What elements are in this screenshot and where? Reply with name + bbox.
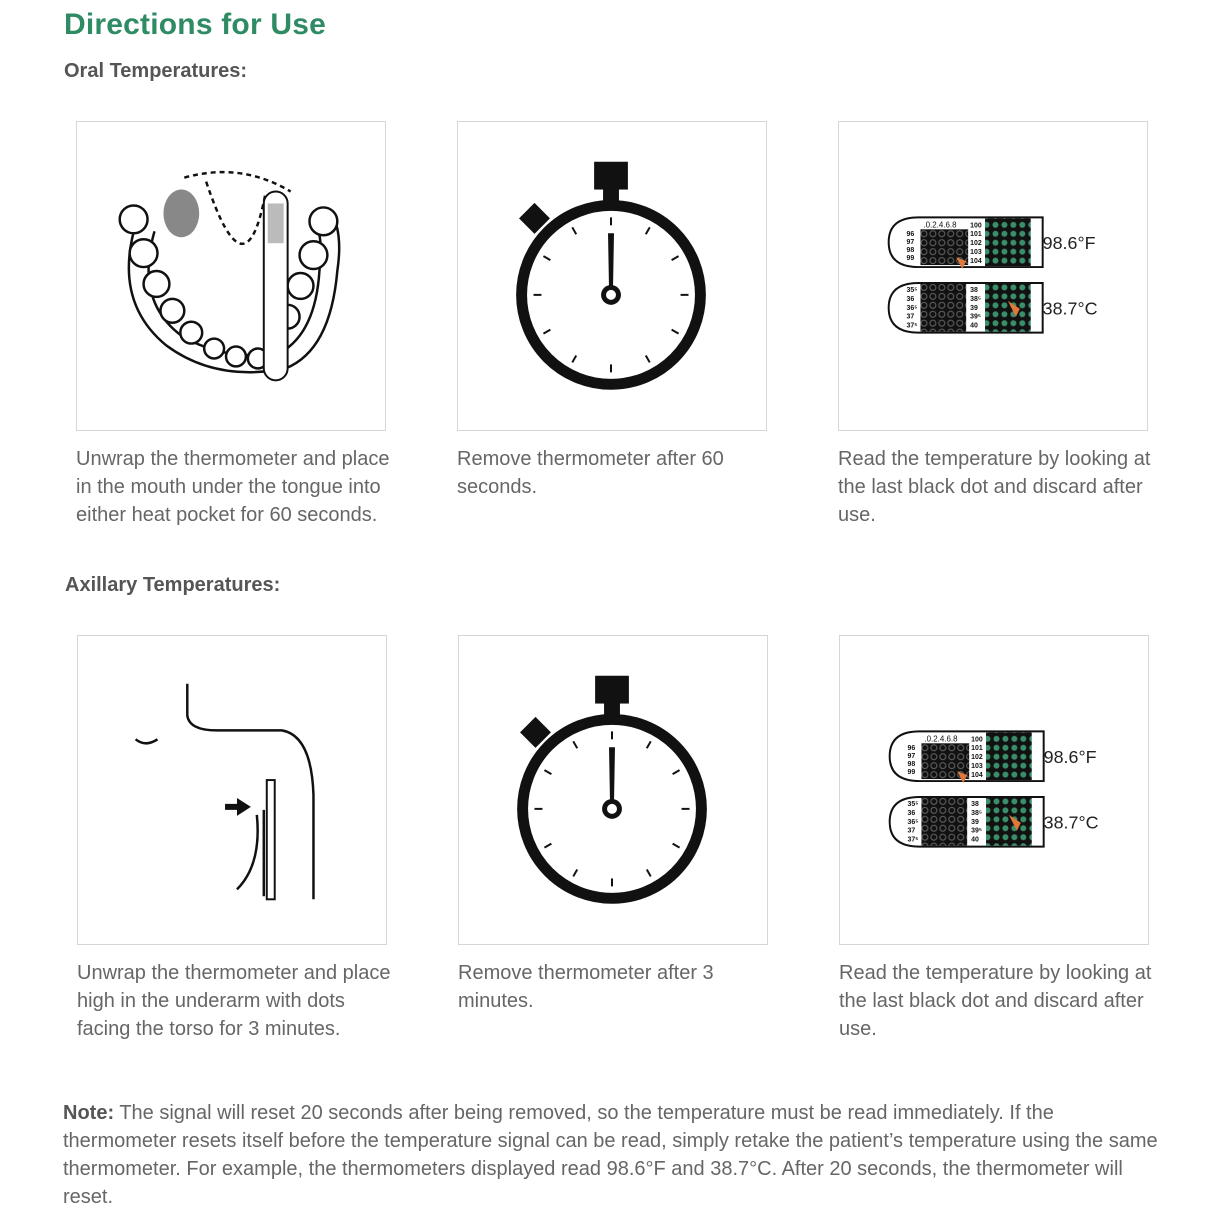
axillary-step-1-text: Unwrap the thermometer and place high in the underarm with dots facing the torso for 3 minutes.	[77, 962, 391, 1040]
c-left-label: 37	[907, 827, 916, 835]
c-left-label: 36⁵	[907, 818, 919, 826]
c-right-label: 38	[970, 286, 978, 294]
note-text: The signal will reset 20 seconds after being removed, so the temperature must be read immediately. If the thermometer resets itself before the temperature signal can be read, simply retake the patient’s temperature using the same thermometer. For example, the thermometers displayed read 98.6°F and 38.7°C. After 20 seconds, the thermometer will reset.	[63, 1102, 1158, 1208]
f-left-label: 98	[907, 761, 916, 769]
f-right-label: 102	[970, 240, 982, 248]
thermometer-strip-icon	[840, 636, 1148, 944]
f-left-label: 96	[907, 745, 916, 753]
f-left-label: 99	[907, 769, 916, 777]
f-left-label: 97	[906, 239, 915, 247]
stopwatch-icon	[459, 636, 767, 944]
oral-heading: Oral Temperatures:	[64, 60, 248, 82]
c-right-label: 40	[971, 836, 979, 844]
celsius-reading: 38.7°C	[1043, 812, 1099, 833]
underarm-icon	[78, 636, 386, 944]
axillary-step-2-text: Remove thermometer after 3 minutes.	[458, 962, 714, 1012]
c-right-label: 39⁵	[971, 827, 983, 835]
oral-step-1-text: Unwrap the thermometer and place in the mouth under the tongue into either heat pocket for 60 seconds.	[76, 448, 390, 526]
stopwatch-3min-card	[458, 635, 768, 945]
f-left-label: 97	[907, 753, 916, 761]
f-right-label: 101	[971, 745, 983, 753]
c-right-label: 38⁵	[971, 809, 983, 817]
c-left-label: 35⁵	[906, 286, 918, 294]
f-left-label: 96	[906, 231, 915, 239]
c-right-label: 40	[970, 322, 978, 330]
f-right-label: 104	[970, 258, 982, 266]
oral-step-2-text: Remove thermometer after 60 seconds.	[457, 448, 724, 498]
stopwatch-icon	[458, 122, 766, 430]
celsius-reading: 38.7°C	[1042, 298, 1098, 319]
axillary-heading: Axillary Temperatures:	[65, 574, 281, 596]
mouth-illustration-card	[76, 121, 386, 431]
c-right-label: 39	[970, 304, 978, 312]
page-title: Directions for Use	[64, 8, 326, 41]
f-right-label: 103	[970, 249, 982, 257]
f-right-label: 100	[971, 736, 983, 744]
f-top-scale: .0.2.4.6.8	[924, 734, 958, 744]
stopwatch-60s-card	[457, 121, 767, 431]
mouth-teeth-icon	[77, 122, 385, 430]
thermometer-reading-card	[839, 635, 1149, 945]
oral-step-3-text: Read the temperature by looking at the last black dot and discard after use.	[838, 448, 1151, 526]
f-top-scale: .0.2.4.6.8	[923, 220, 957, 230]
f-right-label: 102	[971, 754, 983, 762]
c-left-label: 37⁵	[906, 322, 918, 330]
c-right-label: 39	[971, 818, 979, 826]
thermometer-reading-card	[838, 121, 1148, 431]
fahrenheit-reading: 98.6°F	[1043, 747, 1097, 768]
axillary-step-3-text: Read the temperature by looking at the last black dot and discard after use.	[839, 962, 1152, 1040]
c-left-label: 36	[907, 809, 916, 817]
f-right-label: 101	[970, 231, 982, 239]
fahrenheit-reading: 98.6°F	[1042, 233, 1096, 254]
underarm-illustration-card	[77, 635, 387, 945]
f-left-label: 99	[906, 255, 915, 263]
thermometer-strip-icon	[839, 122, 1147, 430]
f-right-label: 100	[970, 222, 982, 230]
c-left-label: 36	[906, 295, 915, 303]
c-left-label: 35⁵	[907, 800, 919, 808]
c-left-label: 37⁵	[907, 836, 919, 844]
c-left-label: 36⁵	[906, 304, 918, 312]
note-paragraph	[63, 1099, 1163, 1211]
c-right-label: 39⁵	[970, 313, 982, 321]
c-right-label: 38	[971, 800, 979, 808]
f-right-label: 104	[971, 772, 983, 780]
c-right-label: 38⁵	[970, 295, 982, 303]
f-right-label: 103	[971, 763, 983, 771]
f-left-label: 98	[906, 247, 915, 255]
note-label: Note:	[63, 1102, 115, 1124]
c-left-label: 37	[906, 313, 915, 321]
